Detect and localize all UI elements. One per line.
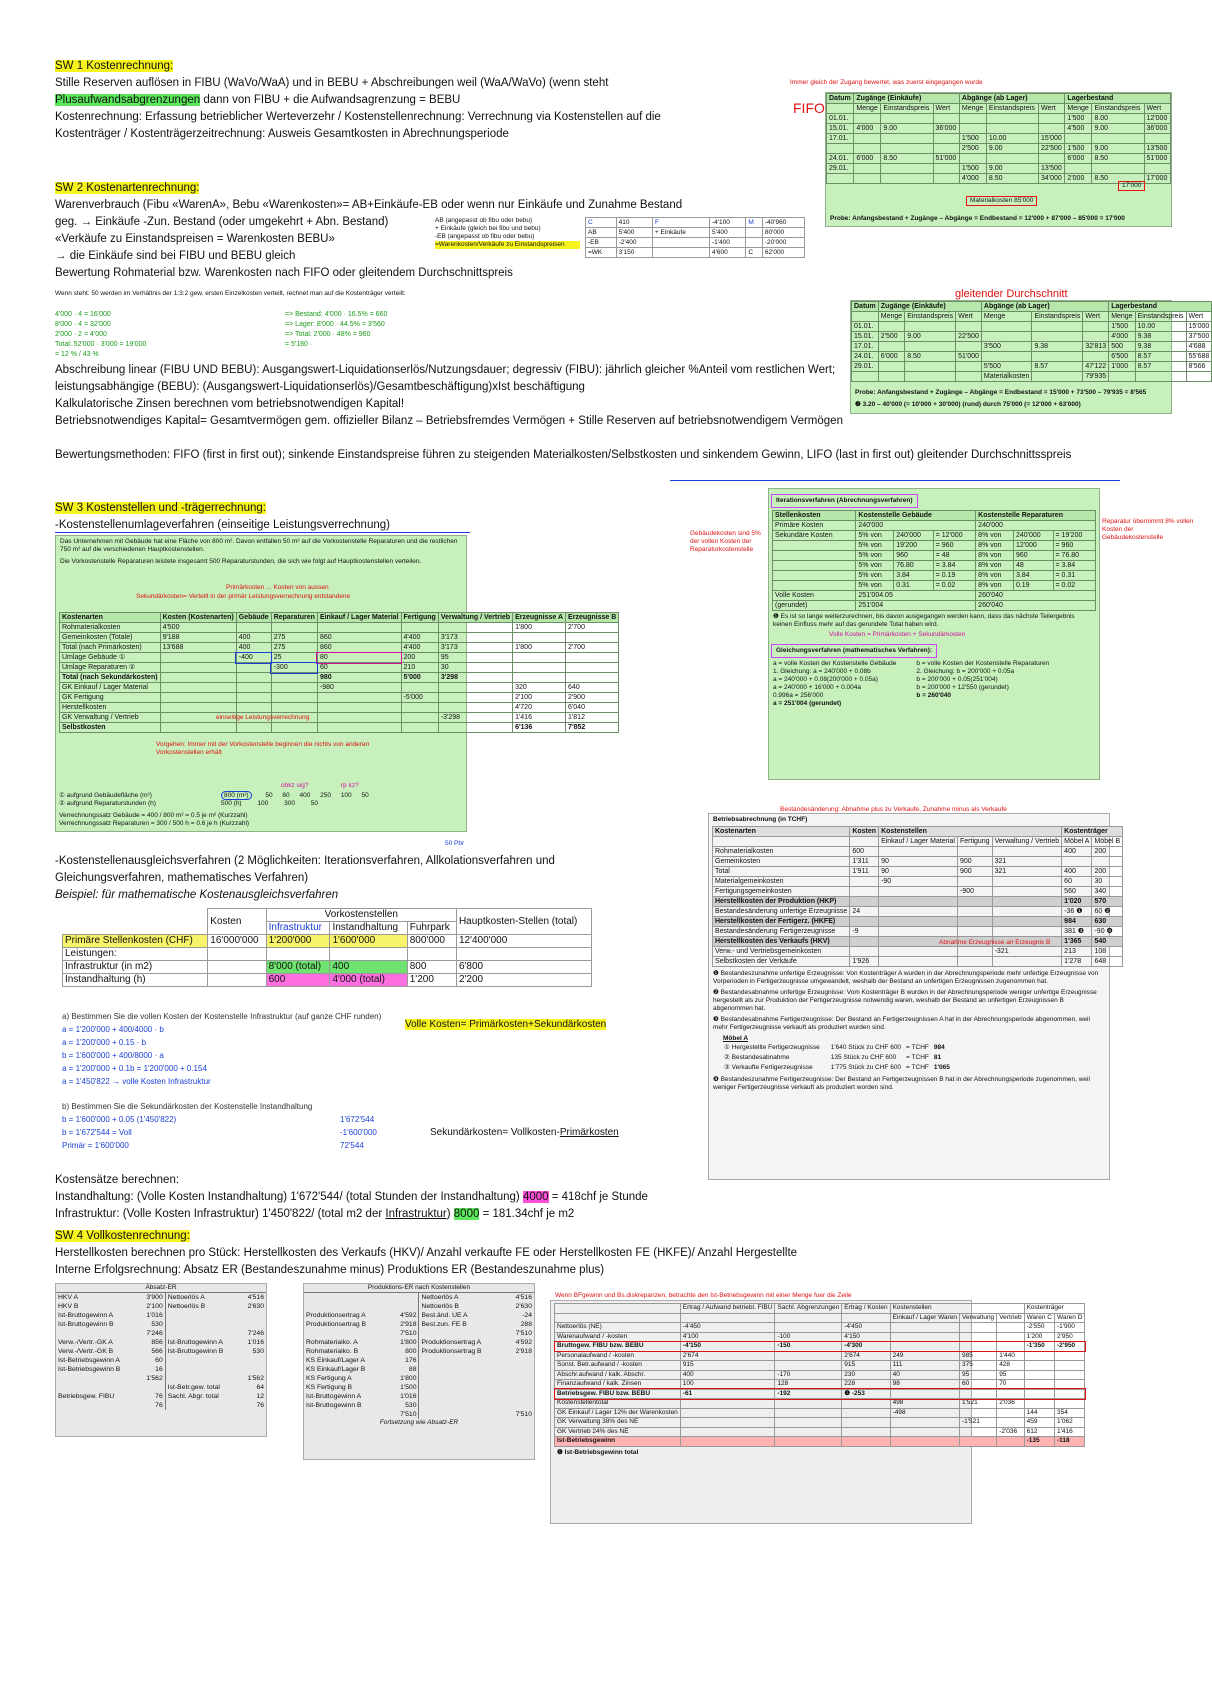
bab-row: GK Verwaltung / Vertrieb -3'298 1'416 1'812 xyxy=(60,713,619,723)
iter-ann-left: Gebäudekosten sind 5% der vollen Kosten der Reparaturkostenstelle xyxy=(690,530,761,553)
gleit-subheader: Einstandspreis xyxy=(905,312,956,322)
prod-row: Produktionsertrag B 2'918 Best.zun. FE B 288 xyxy=(306,1321,532,1328)
fifo-row: 15.01. 4'000 9.00 36'000 4'500 9.00 36'000 xyxy=(827,124,1171,134)
fifo-panel: Datum Zugänge (Einkäufe) Abgänge (ab Lager) Lagerbestand Menge Einstandspreis Wert Menge Einstandspreis Wert Menge Einstandspreis Wert 01.01. 1'500 8.00 12'000 15.01. 4'000 9.00 36'000 4'500 9.00 36'000 17.01. 1'500 10.00 15'000 2'500 9.00 22'500 1'500 9.00 13'500 24.01. 6'000 8.50 51'000 6'000 8.50 51'000 29.01. 1'500 9.00 13'500 4'000 8.50 34'000 2'000 8.50 17'000 Materialkosten 85'000 17'000 Probe: Anfangsbestand + Zugänge – Abgänge = Endbestand = 12'000 + 87'000 – 85'000 = 17'000 xyxy=(825,92,1172,227)
bab-col-header: Kosten (Kostenarten) xyxy=(160,613,236,623)
bab-ann-sekundaer: Sekundärkosten= Verteilt in der primär Leistungsverrechnung entstandene xyxy=(136,593,351,600)
bab2-row: Betriebsgew. FIBU bzw. BEBU -61 -192 ❶ -253 xyxy=(555,1389,1085,1399)
sw2-line5: Bewertung Rohmaterial bzw. Warenkosten nach FIFO oder gleitendem Durchschnittspreis xyxy=(55,267,513,279)
wk-table: C 410 F -4'100 M -40'960 AB 5'400 + Einkäufe 5'400 80'000 -EB -2'400 -1'400 -20'000 =WK 3'150 4'600 C 62'000 xyxy=(585,217,805,258)
gleit-subheader: Menge xyxy=(1109,312,1135,322)
fifo-subheader: Menge xyxy=(1065,104,1092,114)
betr-panel xyxy=(708,813,1121,1180)
bab-ann-einseitig: einseitige Leistungsverrechnung xyxy=(216,714,310,721)
betr-ann-hkp: Abnahme Erzeugnisse an Erzeugnis B xyxy=(939,939,1051,946)
betr-row: Gemeinkosten 1'311 90 900 321 xyxy=(713,857,1123,867)
bab-foot-satz: Verrechnungssatz Gebäude = 400 / 800 m² = 0.5 je m² (Kurzzahl) Verrechnungssatz Reparaturen = 300 / 500 h = 0.6 je h (Kurzzahl) xyxy=(59,812,250,827)
prod-row: 7'510 7'510 xyxy=(304,1329,534,1338)
sw2-line4: → die Einkäufe sind bei FIBU und BEBU gleich xyxy=(55,250,296,262)
prod-row: 7'510 7'510 xyxy=(304,1410,534,1419)
fifo-mat-val: 85'000 xyxy=(1014,197,1034,204)
ausgleich-table-wrap xyxy=(62,908,592,987)
iter-ann-right: Reparatur übernimmt 8% vollen Kosten der Gebäudekostenstelle xyxy=(1102,518,1194,541)
gleit-row: 29.01. 5'500 8.57 47'122 1'000 8.57 8'566 xyxy=(852,362,1212,372)
bab-seitennr: 50 Pbr xyxy=(445,840,465,847)
gleit-subheader: Wert xyxy=(956,312,982,322)
bab2-caption: Wenn BFgewinn und Bs.diskrepanzen, betrachte den Ist-Betriebsgewinn mit einer Menge fuer die Zeile xyxy=(555,1292,852,1299)
bab-col-header: Fertigung xyxy=(401,613,438,623)
bab2-row: Personalaufwand / -kosten 2'674 2'674 249 985 1'440 xyxy=(555,1351,1085,1361)
bab2-row: Abschr.aufwand / kalk. Abschr. 400 -170 230 40 95 95 xyxy=(555,1370,1085,1380)
prod-row: Rohmaterialko. A 1'800 Produktionsertrag A 4'592 xyxy=(306,1339,532,1346)
iter-row: 5% von 19'200 = 960 8% von 12'000 = 960 xyxy=(773,541,1096,551)
sw3-sub2a: -Kostenstellenausgleichsverfahren (2 Möglichkeiten: Iterationsverfahren, Allkolationsverfahren und xyxy=(55,855,555,867)
sw4-block xyxy=(55,1228,797,1279)
bab-ann-primaer: Primärkosten ... Kosten von aussen xyxy=(226,584,329,591)
gleit-subheader: Wert xyxy=(1083,312,1109,322)
sw2-para3: Betriebsnotwendiges Kapital= Gesamtvermögen gem. offizieller Bilanz – Betriebsfremdes Vermögen + Stille Reserven auf betriebsnotwendigem Vermögen xyxy=(55,415,843,427)
bab-title2: Die Vorkostenstelle Reparaturen leistete insgesamt 500 Reparaturstunden, die sich wie folgt auf Hauptkostenstellen verteilen. xyxy=(60,558,422,565)
bab-row: Umlage Gebäude ① -400 25 80 200 95 xyxy=(60,653,619,663)
prod-row: Nettoerlös B 2'630 xyxy=(304,1302,534,1311)
hand-b-calc: 1'672'544 -1'600'000 72'544 xyxy=(340,1115,377,1150)
fifo-label: FIFO xyxy=(793,100,825,116)
prod-row: KS Fertigung A 1'800 xyxy=(304,1374,534,1383)
bab-title: Das Unternehmen mit Gebäude hat eine Fläche von 800 m². Davon entfallen 50 m² auf die Vorkostenstelle Reparaturen und die restlichen 750 m² auf die verschiedenen Hauptkostenstellen. xyxy=(60,538,458,553)
fifo-row: 17.01. 1'500 10.00 15'000 xyxy=(827,134,1171,144)
sw1-line2: Plusaufwandsabgrenzungen dann von FIBU + die Aufwandsagrenzung = BEBU xyxy=(55,94,461,106)
iter-panel: Iterationsverfahren (Abrechnungsverfahren) Stellenkosten Kostenstelle Gebäude Kostenstelle Reparaturen Primäre Kosten 240'000 240'000 Sekundäre Kosten 5% von 240'000 = 12'000 8% von 240'000 = 19'200 5% von 19'200 = 960 8% von 12'000 = 960 5% von 960 = 48 8% von 960 = 76.80 5% von 76.80 = 3.84 8% von 48 = 3.84 5% von 3.84 = 0.19 8% von 3.84 = 0.31 5% von 0.31 = 0.02 8% von 0.19 = 0.02 Volle Kosten 251'004.05 260'040 (gerundet) 251'004 260'040 ❶ Es ist so lange weiterzurechnen, bis davon ausgegangen werden kann, dass das nächste Teilergebnis keinen Einfluss mehr auf das gerundete Total haben wird. Volle Kosten = Primärkosten + Sekundärkosten Gleichungsverfahren (mathematisches Verfahren): a = volle Kosten der Kostenstelle Gebäude 1. Gleichung: a = 240'000 + 0.08b a = 240'000 + 0.08(200'000 + 0.05a) a = 240'000 + 16'000 + 0.004a 0.996a = 256'000 a = 251'004 (gerundet) b = volle Kosten der Kostenstelle Reparaturen 2. Gleichung: b = 200'000 + 0.05a b = 200'000 + 0.05(251'004) b = 200'000 + 12'550 (gerundet) b = 260'040 xyxy=(768,488,1100,780)
bab2-row: GK Verwaltung 38% des NE -1'521 459 1'062 xyxy=(555,1418,1085,1428)
betr-row: Herstellkosten der Produktion (HKP) 1'020 570 xyxy=(713,897,1123,907)
bab2-table: Ertrag / Aufwand betriebl. FIBU Sachl. Abgrenzungen Ertrag / Kosten Kostenstellen Kostenträger Einkauf / Lager Waren Verwaltung Vertrieb Waren C Waren D Nettoerlös (NE) -4'450 -4'450 -2'550 -1'900 Warenaufwand / -kosten 4'100 -100 4'150 1'200 2'950 Bruttogew. FIBU bzw. BEBU -4'150 -150 -4'300 -1'350 -2'950 Personalaufwand / -kosten 2'674 2'674 249 985 1'440 Sonst. Betr.aufwand / -kosten 915 915 111 375 428 Abschr.aufwand / kalk. Abschr. 400 -170 230 40 95 95 Finanzaufwand / kalk. Zinsen 100 128 228 98 60 70 Betriebsgew. FIBU bzw. BEBU -61 -192 ❶ -253 Kostenstellentotal 498 1'521 2'036 GK Einkauf / Lager 12% der Warenkosten -498 144 354 GK Verwaltung 38% des NE -1'521 459 1'062 GK Vertrieb 24% des NE -2'036 612 1'416 Ist-Betriebsgewinn -135 -118 xyxy=(554,1303,1085,1447)
absatz-row: Ist-Betriebsgewinn A 60 xyxy=(56,1356,266,1365)
sw4-line2: Interne Erfolgsrechnung: Absatz ER (Bestandeszunahme minus) Produktions ER (Bestandeszunahme plus) xyxy=(55,1264,605,1276)
bab-row: Selbstkosten 6'136 7'852 xyxy=(60,723,619,733)
divider-line xyxy=(670,480,1120,481)
fifo-row: 4'000 8.50 34'000 2'000 8.50 17'000 xyxy=(827,174,1171,184)
sw1-line2-highlight: Plusaufwandsabgrenzungen xyxy=(55,94,201,106)
gleit-row: 17.01. 3'500 9.38 32'813 500 9.38 4'688 xyxy=(852,342,1212,352)
sw3-heading: SW 3 Kostenstellen und -trägerrechnung: xyxy=(55,502,266,514)
bab2-row: Finanzaufwand / kalk. Zinsen 100 128 228 98 60 70 xyxy=(555,1380,1085,1390)
sw1-line3: Kostenrechnung: Erfassung betrieblicher Werteverzehr / Kostenstellenrechnung: Verrechnung via Kostenstellen auf die xyxy=(55,111,661,123)
iter-note1: ❶ Es ist so lange weiterzurechnen, bis davon ausgegangen werden kann, dass das nächste Teilergebnis keinen Einfluss mehr auf das gerundete Total haben wird. xyxy=(773,613,1075,628)
absatz-row: Ist-Betr.gew. total 64 xyxy=(56,1383,266,1392)
sw3-sub1: -Kostenstellenumlageverfahren (einseitige Leistungsverrechnung) xyxy=(55,519,390,531)
bab2-panel xyxy=(550,1300,1083,1524)
absatz-row: Verw.-/Vertr.-GK B 566 Ist-Bruttogewinn B 530 xyxy=(58,1348,264,1355)
betr-row: Selbstkosten der Verkäufe 1'926 1'278 648 xyxy=(713,957,1123,967)
fifo-row: 01.01. 1'500 8.00 12'000 xyxy=(827,114,1171,124)
glv-2: 2. Gleichung: b = 200'000 + 0.05a xyxy=(916,668,1015,675)
fifo-probe: Probe: Anfangsbestand + Zugänge – Abgänge = Endbestand = 12'000 + 87'000 – 85'000 = 17'000 xyxy=(830,215,1125,222)
bab-col-header: Reparaturen xyxy=(271,613,317,623)
gleit-probe: Probe: Anfangsbestand + Zugänge – Abgänge = Endbestand = 15'000 + 73'500 – 79'935 = 8'565 xyxy=(855,389,1147,396)
prod-panel xyxy=(303,1283,535,1460)
bab-col-header: Erzeugnisse A xyxy=(513,613,566,623)
prod-row: KS Einkauf/Lager B 88 xyxy=(304,1365,534,1374)
fifo-subheader: Menge xyxy=(959,104,986,114)
handcalc-block: Wenn steht: 50 werden im Verhältnis der 1:3:2 gew. ersten Einzelkosten verteilt, rechnet man auf die Kostenträger verteilt: 4'000 · 4 = 16'000 8'000 · 4 = 32'000 2'000 · 2 = 4'000 Total: 52'000 · 3'000 = 19'000 = 12 % / 43 % => Bestand: 4'000 · 16.5% = 660 => Lager: 8'000 · 44.5% = 3'560 => Total: 2'000 · 48% = 960 = 5'180 · xyxy=(55,290,455,360)
bab2-row: Sonst. Betr.aufwand / -kosten 915 915 111 375 428 xyxy=(555,1361,1085,1371)
bab-foot-vals: 800 (m²) 50 80 400 250 100 50 500 (h) 100 300 50 xyxy=(221,792,369,807)
fifo-row: 29.01. 1'500 9.00 13'500 xyxy=(827,164,1171,174)
betr-row: Bestandesänderung Fertigerzeugnisse -9 381 ❸ -90 ❹ xyxy=(713,927,1123,937)
gleit-row: 24.01. 6'000 8.50 51'000 6'500 8.57 55'688 xyxy=(852,352,1212,362)
hand-b: b) Bestimmen Sie die Sekundärkosten der Kostenstelle Instandhaltung b = 1'600'000 + 0.05 (1'450'822) b = 1'672'544 = Voll Primär = 1'600'000 xyxy=(62,1102,313,1150)
fifo-subheader: Wert xyxy=(1039,104,1065,114)
absatz-row: Ist-Betriebsgewinn B 16 xyxy=(56,1365,266,1374)
gleit-subheader: Einstandspreis xyxy=(1032,312,1083,322)
sw2-line2: geg. → Einkäufe -Zun. Bestand (oder umgekehrt + Abn. Bestand) xyxy=(55,216,389,228)
fifo-mat-label: Materialkosten xyxy=(970,197,1013,204)
prod-row: KS Fertigung B 1'500 xyxy=(304,1383,534,1392)
glv-1: 1. Gleichung: a = 240'000 + 0.08b xyxy=(773,668,871,675)
prod-row: Ist-Bruttogewinn B 530 xyxy=(304,1401,534,1410)
gleit-title: gleitender Durchschnitt xyxy=(955,288,1068,300)
gleit-probe2: ❷ 3.20 – 40'000 (= 10'000 + 30'000) (rund) durch 75'000 (= 12'000 + 63'000) xyxy=(855,401,1081,408)
bab-row: Gemeinkosten (Totale) 9'188 400 275 860 4'400 3'173 xyxy=(60,633,619,643)
absatz-row: HKV B 2'100 Nettoerlös B 2'630 xyxy=(58,1303,264,1310)
fifo-subheader: Einstandspreis xyxy=(986,104,1038,114)
betr-row: Verw.- und Vertriebsgemeinkosten -321 213 108 xyxy=(713,947,1123,957)
betr-row: Bestandesänderung unfertige Erzeugnisse 24 -36 ❶ 60 ❷ xyxy=(713,907,1123,917)
bab2-foot: ❶ Ist-Betriebsgewinn total xyxy=(557,1448,639,1456)
fifo-row: 24.01. 6'000 8.50 51'000 6'000 8.50 51'000 xyxy=(827,154,1171,164)
absatz-panel xyxy=(55,1283,267,1437)
iter-row: 5% von 3.84 = 0.19 8% von 3.84 = 0.31 xyxy=(773,571,1096,581)
bab-col-header: Einkauf / Lager Material xyxy=(317,613,401,623)
bab-col-header: Erzeugnisse B xyxy=(566,613,619,623)
bab-row: Total (nach Primärkosten) 13'688 400 275 860 4'400 3'173 1'800 2'700 xyxy=(60,643,619,653)
absatz-row: HKV A 3'900 Nettoerlös A 4'516 xyxy=(58,1294,264,1301)
prod-row: KS Einkauf/Lager A 176 xyxy=(304,1356,534,1365)
gleit-row: 15.01. 2'500 9.00 22'500 4'000 9.38 37'500 xyxy=(852,332,1212,342)
sw2-line1: Warenverbrauch (Fibu «WarenA», Bebu «Warenkosten»= AB+Einkäufe-EB oder wenn nur Einkäufe und Zunahme Bestand xyxy=(55,199,683,211)
sw3-example: Beispiel: für mathematische Kostenausgleichsverfahren xyxy=(55,889,339,901)
bab-row: Rohmaterialkosten 4'500 1'800 2'700 xyxy=(60,623,619,633)
bab-row: Herstellkosten 4'720 6'040 xyxy=(60,703,619,713)
iter-note-hand: Volle Kosten = Primärkosten + Sekundärkosten xyxy=(829,631,966,638)
prod-title: Produktions-ER nach Kostenstellen xyxy=(304,1284,534,1293)
handcalc-title: Wenn steht: 50 werden im Verhältnis der 1:3:2 gew. ersten Einzelkosten verteilt, rechnet man auf die Kostenträger verteilt: xyxy=(55,290,406,297)
betr-row: Herstellkosten des Verkaufs (HKV) 1'365 540 xyxy=(713,937,1123,947)
prod-row: Produktionsertrag A 4'592 Best.änd. UE A -24 xyxy=(306,1312,532,1319)
prod-row: Ist-Bruttogewinn A 1'016 xyxy=(304,1392,534,1401)
absatz-row: 7'246 7'246 xyxy=(56,1329,266,1338)
bab2-row: GK Einkauf / Lager 12% der Warenkosten -498 144 354 xyxy=(555,1408,1085,1418)
prod-row: Rohmaterialko. B 800 Produktionsertrag B 2'918 xyxy=(306,1348,532,1355)
bab2-row: Nettoerlös (NE) -4'450 -4'450 -2'550 -1'900 xyxy=(555,1323,1085,1333)
betr-row: Materialgemeinkosten -90 60 30 xyxy=(713,877,1123,887)
sw4-line1: Herstellkosten berechnen pro Stück: Herstellkosten des Verkaufs (HKV)/ Anzahl verkaufte FE oder Herstellkosten FE (HKFE)/ Anzahl Hergestellte xyxy=(55,1247,798,1259)
fifo-caption: Immer gleich der Zugang bewertet, was zuerst eingegangen wurde xyxy=(790,79,983,86)
betr-row: Fertigungsgemeinkosten -900 560 340 xyxy=(713,887,1123,897)
bab2-row: GK Vertrieb 24% des NE -2'036 612 1'416 xyxy=(555,1427,1085,1437)
iter-row: 5% von 960 = 48 8% von 960 = 76.80 xyxy=(773,551,1096,561)
sw1-block xyxy=(55,58,661,143)
gleit-subheader: Menge xyxy=(981,312,1032,322)
hand-a: a) Bestimmen Sie die vollen Kosten der Kostenstelle Infrastruktur (auf ganze CHF runden) a = 1'200'000 + 400/4000 · b a = 1'200'000 + 0.15 · b b = 1'600'000 + 400/8000 · a a = 1'200'000 + 0.1b = 1'200'000 + 0.154 a = 1'450'822 → volle Kosten Infrastruktur xyxy=(62,1012,382,1086)
bab-row: Umlage Reparaturen ② -300 60 210 30 xyxy=(60,663,619,673)
bab-ann-rpkz: rp kz? xyxy=(341,782,359,789)
absatz-table xyxy=(56,1293,266,1410)
bab-row: GK Fertigung -5'000 2'100 2'900 xyxy=(60,693,619,703)
sw2-para2: Kalkulatorische Zinsen berechnen vom betriebsnotwendigen Kapital! xyxy=(55,398,405,410)
fifo-row: 2'500 9.00 22'500 1'500 9.00 13'500 xyxy=(827,144,1171,154)
bab-table xyxy=(59,612,619,733)
sw2-heading: SW 2 Kostenartenrechnung: xyxy=(55,182,200,194)
iter-row: 5% von 76.80 = 3.84 8% von 48 = 3.84 xyxy=(773,561,1096,571)
sw1-line1: Stille Reserven auflösen in FIBU (WaVo/WaA) und in BEBU + Abschreibungen weil (WaA/WaVo) (wenn steht xyxy=(55,77,609,89)
iter-table: Stellenkosten Kostenstelle Gebäude Kostenstelle Reparaturen Primäre Kosten 240'000 240'000 Sekundäre Kosten 5% von 240'000 = 12'000 8% von 240'000 = 19'200 5% von 19'200 = 960 8% von 12'000 = 960 5% von 960 = 48 8% von 960 = 76.80 5% von 76.80 = 3.84 8% von 48 = 3.84 5% von 3.84 = 0.19 8% von 3.84 = 0.31 5% von 0.31 = 0.02 8% von 0.19 = 0.02 Volle Kosten 251'004.05 260'040 (gerundet) 251'004 260'040 xyxy=(772,510,1096,611)
bab-row: Total (nach Sekundärkosten) 980 5'000 3'298 xyxy=(60,673,619,683)
iter-title: Iterationsverfahren (Abrechnungsverfahren) xyxy=(771,494,918,508)
sw3-sub2b: Gleichungsverfahren, mathematisches Verfahren) xyxy=(55,872,309,884)
betr-table: Kostenarten Kosten Kostenstellen Kostenträger Einkauf / Lager Material Fertigung Verwaltung / Vertrieb Möbel A Möbel B Rohmaterialkosten 600 400 200 Gemeinkosten 1'311 90 900 321 Total 1'911 90 900 321 400 200 Materialgemeinkosten -90 60 30 Fertigungsgemeinkosten -900 560 340 Herstellkosten der Produktion (HKP) 1'020 570 Bestandesänderung unfertige Erzeugnisse 24 -36 ❶ 60 ❷ Herstellkosten der Fertigerz. (HKFE) 984 630 Bestandesänderung Fertigerzeugnisse -9 381 ❸ -90 ❹ Herstellkosten des Verkaufs (HKV) 1'365 540 Verw.- und Vertriebsgemeinkosten -321 213 108 Selbstkosten der Verkäufe 1'926 1'278 648 xyxy=(712,826,1123,967)
bab2-row: Kostenstellentotal 498 1'521 2'036 xyxy=(555,1399,1085,1409)
betr-title: Betriebsabrechnung (in TCHF) xyxy=(713,816,808,823)
sw3-block xyxy=(55,500,390,534)
glv-a: a = volle Kosten der Kostenstelle Gebäude xyxy=(773,660,897,667)
sw2-paragraphs xyxy=(55,362,845,430)
volle-kosten-note: Volle Kosten= Primärkosten+Sekundärkosten xyxy=(405,1019,607,1030)
absatz-row: 76 76 xyxy=(56,1401,266,1410)
bab-ann-verteilung: Vorgehen: Immer mit der Vorkostenstelle beginnen die nichts von anderen Vorkostenstellen erhält xyxy=(156,741,370,756)
wk-side-note: AB (angepasst ob fibu oder bebu) + Einkäufe (gleich bei fibu und bebu) -EB (angepasst ob fibu oder bebu) =Warenkosten/Verkäufe zu Einstandspreisen xyxy=(435,217,580,249)
gleit-panel xyxy=(850,300,1210,414)
fifo-subheader: Einstandspreis xyxy=(881,104,933,114)
gleit-row: Materialkosten 79'935 xyxy=(852,372,1212,382)
sw2-line3: «Verkäufe zu Einstandspreisen = Warenkosten BEBU» xyxy=(55,233,335,245)
sw1-line4: Kostenträger / Kostenträgerzeitrechnung: Ausweis Gesamtkosten in Abrechnungsperiode xyxy=(55,128,509,140)
ksatz-infra: Infrastruktur: (Volle Kosten Infrastruktur) 1'450'822/ (total m2 der Infrastruktur) 8000 = 181.34chf je m2 xyxy=(55,1208,575,1220)
ausgleich-table: Kosten Vorkostenstellen Hauptkosten-Stellen (total) Infrastruktur Instandhaltung Fuhrpark Primäre Stellenkosten (CHF) 16'000'000 1'200'000 1'600'000 800'000 12'400'000 Leistungen: Infrastruktur (in m2) 8'000 (total) 400 800 6'800 Instandhaltung (h) 600 4'000 (total) 1'200 2'200 xyxy=(62,908,592,987)
fifo-table: Datum Zugänge (Einkäufe) Abgänge (ab Lager) Lagerbestand Menge Einstandspreis Wert Menge Einstandspreis Wert Menge Einstandspreis Wert 01.01. 1'500 8.00 12'000 15.01. 4'000 9.00 36'000 4'500 9.00 36'000 17.01. 1'500 10.00 15'000 2'500 9.00 22'500 1'500 9.00 13'500 24.01. 6'000 8.50 51'000 6'000 8.50 51'000 29.01. 1'500 9.00 13'500 4'000 8.50 34'000 2'000 8.50 17'000 xyxy=(826,93,1171,184)
glv-b: b = volle Kosten der Kostenstelle Reparaturen xyxy=(916,660,1050,667)
absatz-row: Ist-Bruttogewinn A 1'016 xyxy=(56,1311,266,1320)
prod-foot: Fortsetzung wie Absatz-ER xyxy=(379,1419,459,1426)
prod-table xyxy=(304,1293,534,1419)
glv-title: Gleichungsverfahren (mathematisches Verfahren): xyxy=(771,644,937,658)
absatz-row: Betriebsgew. FIBU 76 Sachl. Abgr. total 12 xyxy=(58,1393,264,1400)
bab-foot: ① aufgrund Gebäudefläche (m²) ② aufgrund Reparaturstunden (h) xyxy=(59,792,156,807)
betr-notes: ❶ Bestandeszunahme unfertige Erzeugnisse: Von Kostenträger A wurden in der Abrechnungsperiode mehr unfertige Erzeugnisse von Vorperioden in Fertigerzeugnisse umgewandelt, weshalb der Bestand an unfertigen Erzeugnissen zugenommen hat. ❷ Bestandesabnahme unfertige Erzeugnisse: Vom Kostenträger B wurden in der Abrechnungsperiode weniger unfertige Erzeugnisse hergestellt als zur Produktion der Fertigerzeugnisse notwendig waren, weshalb der Bestand an unfertigen Erzeugnissen B abgenommen hat. ❸ Bestandesabnahme Fertigerzeugnisse: Der Bestand an Fertigerzeugnissen A hat in der Abrechnungsperiode abgenommen, weil mehr Fertigerzeugnisse verkauft als produziert wurden sind. Möbel A ① Hergestellte Fertigerzeugnisse 1'640 Stück zu CHF 600 = TCHF 984 ② Bestandesabnahme 135 Stück zu CHF 600 = TCHF 81 ③ Verkaufte Fertigerzeugnisse 1'775 Stück zu CHF 600 = TCHF 1'065 ❹ Bestandeszunahme Fertigerzeugnisse: Der Bestand an Fertigerzeugnissen B hat in der Abrechnungsperiode zugenommen, weil weniger Fertigerzeugnisse verkauft als produziert worden sind. xyxy=(713,970,1099,1091)
betr-caption: Bestandesänderung: Abnahme plus zu Verkaufe, Zunahme minus als Verkaufe xyxy=(780,806,1007,813)
gleit-row: 01.01. 1'500 10.00 15'000 xyxy=(852,322,1212,332)
absatz-row: Verw.-/Vertr.-GK A 856 Ist-Bruttogewinn A 1'016 xyxy=(58,1339,264,1346)
ksatz-block xyxy=(55,1172,648,1223)
prod-row: Nettoerlös A 4'516 xyxy=(304,1293,534,1302)
gleit-subheader: Wert xyxy=(1186,312,1212,322)
bab2-row: Ist-Betriebsgewinn -135 -118 xyxy=(555,1437,1085,1447)
sw2-para4: Bewertungsmethoden: FIFO (first in first out); sinkende Einstandspreise führen zu steigenden Materialkosten/Selbstkosten und sinkendem Gewinn, LIFO (last in first out) gleitender Durchschnittsspreis xyxy=(55,449,1072,461)
gleit-table: Datum Zugänge (Einkäufe) Abgänge (ab Lager) Lagerbestand Menge Einstandspreis Wert Menge Einstandspreis Wert Menge Einstandspreis Wert 01.01. 1'500 10.00 15'000 15.01. 2'500 9.00 22'500 4'000 9.38 37'500 17.01. 3'500 9.38 32'813 500 9.38 4'688 24.01. 6'000 8.50 51'000 6'500 8.57 55'688 29.01. 5'500 8.57 47'122 1'000 8.57 8'566 Materialkosten 79'935 xyxy=(851,301,1212,382)
bab-ann-obkz: obkz sig? xyxy=(281,782,309,789)
fifo-subheader: Menge xyxy=(854,104,881,114)
iter-row: 5% von 0.31 = 0.02 8% von 0.19 = 0.02 xyxy=(773,581,1096,591)
bab-col-header: Verwaltung / Vertrieb xyxy=(438,613,512,623)
gleit-subheader: Menge xyxy=(878,312,904,322)
bab-col-header: Gebäude xyxy=(236,613,271,623)
betr-row: Rohmaterialkosten 600 400 200 xyxy=(713,847,1123,857)
ksatz-heading: Kostensätze berechnen: xyxy=(55,1174,180,1186)
sw2-para1: Abschreibung linear (FIBU UND BEBU): Ausgangswert-Liquidationserlös/Nutzungsdauer; degressiv (FIBU): jährlich gleicher %Anteil vom restlichen Wert; leistungsabhängige (BEBU): (Ausgangswert-Liquidationserlös)/Gesamtbeschäftigung)xIst beschäftigung xyxy=(55,364,836,393)
betr-row: Total 1'911 90 900 321 400 200 xyxy=(713,867,1123,877)
iter-row: Sekundäre Kosten 5% von 240'000 = 12'000 8% von 240'000 = 19'200 xyxy=(773,531,1096,541)
bab2-row: Warenaufwand / -kosten 4'100 -100 4'150 1'200 2'950 xyxy=(555,1332,1085,1342)
absatz-title: Absatz-ER xyxy=(56,1284,266,1293)
sw3-underline xyxy=(55,532,470,533)
gleit-subheader: Einstandspreis xyxy=(1135,312,1186,322)
fifo-subheader: Wert xyxy=(933,104,959,114)
bab-row: GK Einkauf / Lager Material -980 320 640 xyxy=(60,683,619,693)
sw1-heading: SW 1 Kostenrechnung: xyxy=(55,60,174,72)
sw4-heading: SW 4 Vollkostenrechnung: xyxy=(55,1230,190,1242)
fifo-subheader: Wert xyxy=(1144,104,1170,114)
sek-note: Sekundärkosten= Vollkosten-Primärkosten xyxy=(430,1127,619,1138)
bab-col-header: Kostenarten xyxy=(60,613,161,623)
sw3-ausgleich xyxy=(55,853,555,904)
absatz-row: 1'562 1'562 xyxy=(56,1374,266,1383)
betr-row: Herstellkosten der Fertigerz. (HKFE) 984 630 xyxy=(713,917,1123,927)
ksatz-instand: Instandhaltung: (Volle Kosten Instandhaltung) 1'672'544/ (total Stunden der Instandhaltung) 4000 = 418chf je Stunde xyxy=(55,1191,648,1203)
fifo-subheader: Einstandspreis xyxy=(1092,104,1144,114)
bab-panel xyxy=(55,535,617,832)
absatz-row: Ist-Bruttogewinn B 530 xyxy=(56,1320,266,1329)
bab2-row: Bruttogew. FIBU bzw. BEBU -4'150 -150 -4'300 -1'350 -2'950 xyxy=(555,1342,1085,1352)
